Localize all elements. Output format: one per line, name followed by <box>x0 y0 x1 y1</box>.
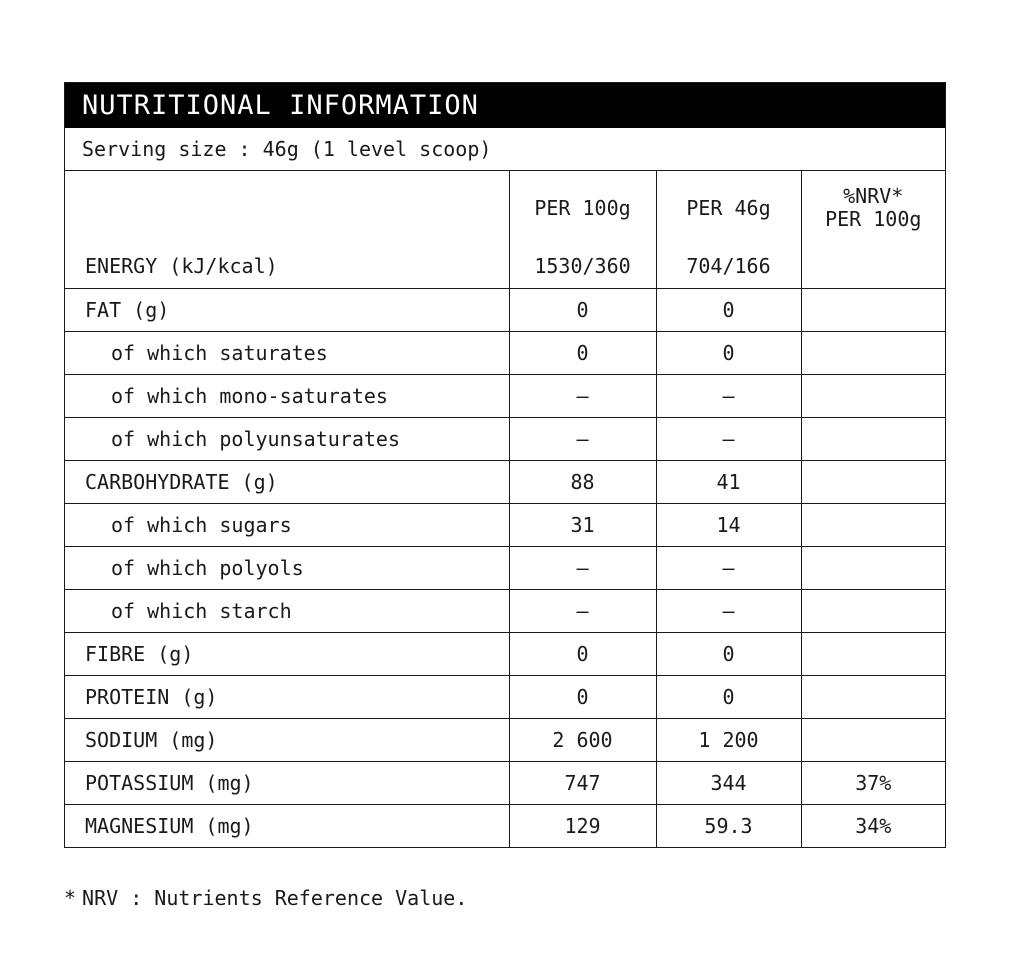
value-per-46g: – <box>656 417 801 460</box>
table-row <box>65 675 945 718</box>
value-nrv <box>801 589 945 632</box>
value-per-100g: – <box>509 417 656 460</box>
table-row <box>65 718 945 761</box>
value-nrv <box>801 460 945 503</box>
nutrient-name: FAT (g) <box>65 288 509 331</box>
value-per-100g: – <box>509 589 656 632</box>
nutrient-name: PROTEIN (g) <box>65 675 509 718</box>
footnote-text: NRV : Nutrients Reference Value. <box>82 886 468 910</box>
header-per-100g: PER 100g <box>509 171 656 245</box>
value-nrv <box>801 503 945 546</box>
nutrient-name: of which sugars <box>65 503 509 546</box>
nutrient-name: of which mono-saturates <box>65 374 509 417</box>
value-nrv: 37% <box>801 761 945 804</box>
value-per-46g: 0 <box>656 331 801 374</box>
table-row <box>65 503 945 546</box>
value-nrv <box>801 675 945 718</box>
value-per-46g: 704/166 <box>656 245 801 288</box>
asterisk-icon: * <box>64 886 77 910</box>
value-per-100g: – <box>509 374 656 417</box>
value-per-46g: 0 <box>656 632 801 675</box>
nutrient-name: of which starch <box>65 589 509 632</box>
table-row <box>65 417 945 460</box>
table-row <box>65 761 945 804</box>
nutrient-name: of which polyunsaturates <box>65 417 509 460</box>
header-nrv-line2: PER 100g <box>825 207 922 231</box>
nutrient-name: FIBRE (g) <box>65 632 509 675</box>
value-nrv <box>801 374 945 417</box>
table-row <box>65 804 945 847</box>
value-nrv <box>801 245 945 288</box>
value-per-46g: 344 <box>656 761 801 804</box>
value-per-100g: 129 <box>509 804 656 847</box>
table-row <box>65 632 945 675</box>
value-per-46g: 1 200 <box>656 718 801 761</box>
label-title: NUTRITIONAL INFORMATION <box>65 83 945 128</box>
table-row <box>65 460 945 503</box>
header-nrv <box>801 171 945 245</box>
value-nrv <box>801 417 945 460</box>
value-per-100g: 747 <box>509 761 656 804</box>
header-row <box>65 171 945 245</box>
value-per-46g: – <box>656 546 801 589</box>
value-per-100g: 0 <box>509 288 656 331</box>
value-per-46g: 59.3 <box>656 804 801 847</box>
header-per-46g: PER 46g <box>656 171 801 245</box>
nutrient-name: of which polyols <box>65 546 509 589</box>
value-per-100g: 31 <box>509 503 656 546</box>
nutrient-name: POTASSIUM (mg) <box>65 761 509 804</box>
table-row <box>65 546 945 589</box>
nutrient-name: ENERGY (kJ/kcal) <box>85 254 278 279</box>
value-per-100g: 88 <box>509 460 656 503</box>
value-per-100g: 2 600 <box>509 718 656 761</box>
table-row <box>65 245 945 288</box>
nutrient-name: SODIUM (mg) <box>65 718 509 761</box>
nutrient-name: of which saturates <box>65 331 509 374</box>
value-per-46g: 0 <box>656 288 801 331</box>
value-nrv <box>801 718 945 761</box>
nutrition-label <box>64 82 946 848</box>
table-row <box>65 331 945 374</box>
value-per-100g: – <box>509 546 656 589</box>
value-per-100g: 1530/360 <box>509 245 656 288</box>
value-per-46g: 14 <box>656 503 801 546</box>
table-row <box>65 288 945 331</box>
value-nrv: 34% <box>801 804 945 847</box>
value-nrv <box>801 331 945 374</box>
header-nrv-line1: %NRV* <box>843 184 904 208</box>
value-per-100g: 0 <box>509 632 656 675</box>
nutrient-name: MAGNESIUM (mg) <box>65 804 509 847</box>
serving-size: Serving size : 46g (1 level scoop) <box>65 128 945 171</box>
value-per-100g: 0 <box>509 675 656 718</box>
value-per-100g: 0 <box>509 331 656 374</box>
footnote <box>64 886 467 910</box>
header-nutrient <box>65 171 509 245</box>
value-nrv <box>801 632 945 675</box>
value-nrv <box>801 288 945 331</box>
value-per-46g: – <box>656 589 801 632</box>
value-per-46g: 0 <box>656 675 801 718</box>
table-row <box>65 589 945 632</box>
nutrient-name: CARBOHYDRATE (g) <box>65 460 509 503</box>
value-per-46g: – <box>656 374 801 417</box>
value-per-46g: 41 <box>656 460 801 503</box>
value-nrv <box>801 546 945 589</box>
table-row <box>65 374 945 417</box>
nutrition-table <box>65 171 945 847</box>
